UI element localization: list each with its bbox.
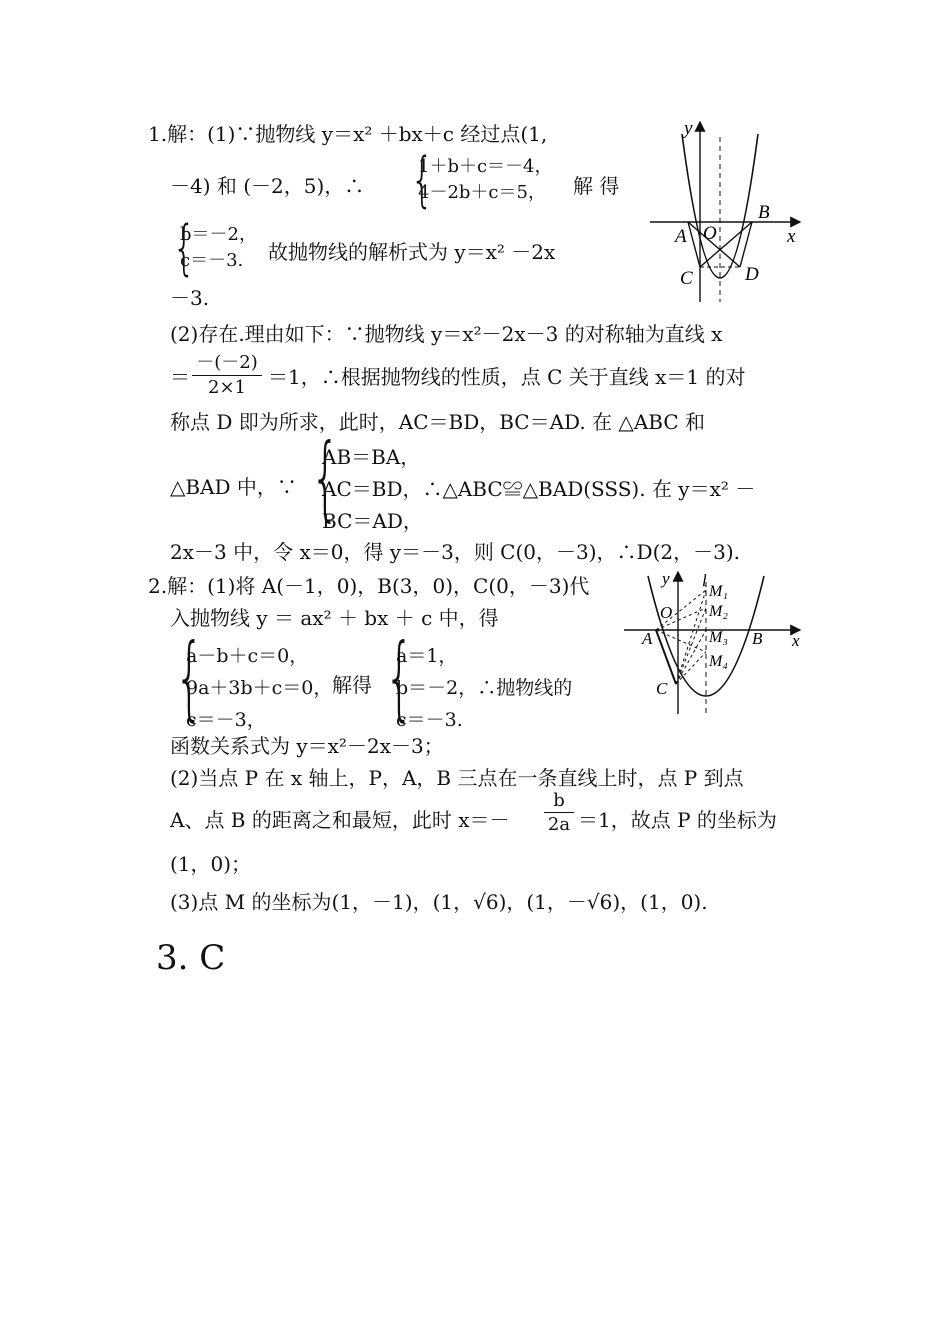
p1-line-2b: 解 得 <box>573 174 620 198</box>
equation: b＝－2， <box>180 224 257 245</box>
p2-line-2: 入抛物线 y ＝ ax² ＋ bx ＋ c 中，得 <box>170 606 499 630</box>
equation: a＝1， <box>396 645 458 667</box>
fraction-numerator: b <box>553 790 565 811</box>
label-m2: M₂ <box>709 603 728 620</box>
label-c: C <box>680 268 693 289</box>
p1-line-3: 故抛物线的解析式为 y＝x² －2x <box>268 240 556 264</box>
brace: { <box>410 145 434 215</box>
p1-line-6a: ＝ <box>170 365 190 389</box>
fraction <box>192 348 262 398</box>
p1-line-1: 1.解：(1)∵抛物线 y＝x² ＋bx＋c 经过点(1, <box>148 122 548 146</box>
equation: c＝－3， <box>186 709 266 731</box>
equation: 9a＋3b＋c＝0， <box>186 677 333 699</box>
label-x: x <box>787 226 796 247</box>
p2-line-5b: ＝1，故点 P 的坐标为 <box>578 808 777 832</box>
parabola-figure-1 <box>640 112 810 312</box>
p1-line-6b: ＝1，∴根据抛物线的性质，点 C 关于直线 x＝1 的对 <box>268 365 746 389</box>
label-m3: M₃ <box>709 629 728 646</box>
equation: c＝－3. <box>180 250 244 271</box>
label-c: C <box>656 679 668 698</box>
equation: 4－2b＋c＝5， <box>418 182 546 203</box>
p1-line-2a: －4) 和 (－2，5)，∴ <box>170 174 365 198</box>
label-m1: M₁ <box>709 583 728 600</box>
label-d: D <box>745 264 759 285</box>
equation: AC＝BD，∴△ABC≌△BAD(SSS). 在 y＝x² － <box>322 477 756 501</box>
p2-solve-label: 解得 <box>332 673 372 697</box>
p2-line-5a: A、点 B 的距离之和最短，此时 x＝－ <box>170 808 510 832</box>
equation: b＝－2，∴抛物线的 <box>396 677 573 699</box>
fraction-bar <box>544 812 574 813</box>
p2-line-3: 函数关系式为 y＝x²－2x－3； <box>170 734 444 758</box>
equation: AB＝BA， <box>322 445 421 469</box>
brace: { <box>174 624 204 731</box>
label-b: B <box>752 629 763 648</box>
p1-system-2 <box>180 222 257 274</box>
fraction-numerator: －(－2) <box>196 352 258 373</box>
fraction-denominator: 2×1 <box>208 377 246 398</box>
p2-system-2 <box>396 640 572 736</box>
p1-line-4: －3. <box>170 286 210 310</box>
p2-line-1: 2.解：(1)将 A(－1，0)，B(3，0)，C(0，－3)代 <box>148 574 590 598</box>
brace: { <box>310 424 340 531</box>
label-m4: M₄ <box>709 653 728 670</box>
label-y: y <box>662 569 670 588</box>
p3-answer: 3. C <box>156 938 226 978</box>
p1-system-3 <box>322 441 755 537</box>
equation: 1＋b＋c＝－4， <box>418 156 553 177</box>
p2-line-4: (2)当点 P 在 x 轴上，P，A，B 三点在一条直线上时，点 P 到点 <box>170 766 744 790</box>
p1-system-1 <box>418 154 553 206</box>
segment-cm1 <box>676 590 706 684</box>
label-a: A <box>675 226 687 247</box>
label-a: A <box>642 629 653 648</box>
label-b: B <box>758 202 770 223</box>
brace: { <box>172 213 196 283</box>
equation: a－b＋c＝0， <box>186 645 309 667</box>
p2-system-1 <box>186 640 332 736</box>
p1-line-9: 2x－3 中，令 x＝0，得 y＝－3，则 C(0，－3)，∴D(2，－3). <box>170 540 740 564</box>
brace: { <box>384 624 414 731</box>
equation: c＝－3. <box>396 709 463 731</box>
equation: BC＝AD， <box>322 509 423 533</box>
label-o: O <box>703 223 717 244</box>
p1-line-8a: △BAD 中，∵ <box>170 475 297 499</box>
label-y: y <box>684 118 693 139</box>
p2-line-6: (1，0)； <box>170 852 252 876</box>
parabola-figure-2 <box>620 566 810 718</box>
fraction <box>544 790 574 835</box>
fraction-denominator: 2a <box>547 814 571 835</box>
p1-line-7: 称点 D 即为所求，此时，AC＝BD，BC＝AD. 在 △ABC 和 <box>170 410 705 434</box>
p2-line-7: (3)点 M 的坐标为(1，－1)，(1，√6)，(1，－√6)，(1，0). <box>170 890 708 914</box>
p1-line-5: (2)存在.理由如下：∵抛物线 y＝x²－2x－3 的对称轴为直线 x <box>170 322 723 346</box>
label-o: O <box>660 603 673 622</box>
fraction-bar <box>192 375 262 376</box>
label-x: x <box>792 631 800 650</box>
label-l: l <box>702 571 707 590</box>
